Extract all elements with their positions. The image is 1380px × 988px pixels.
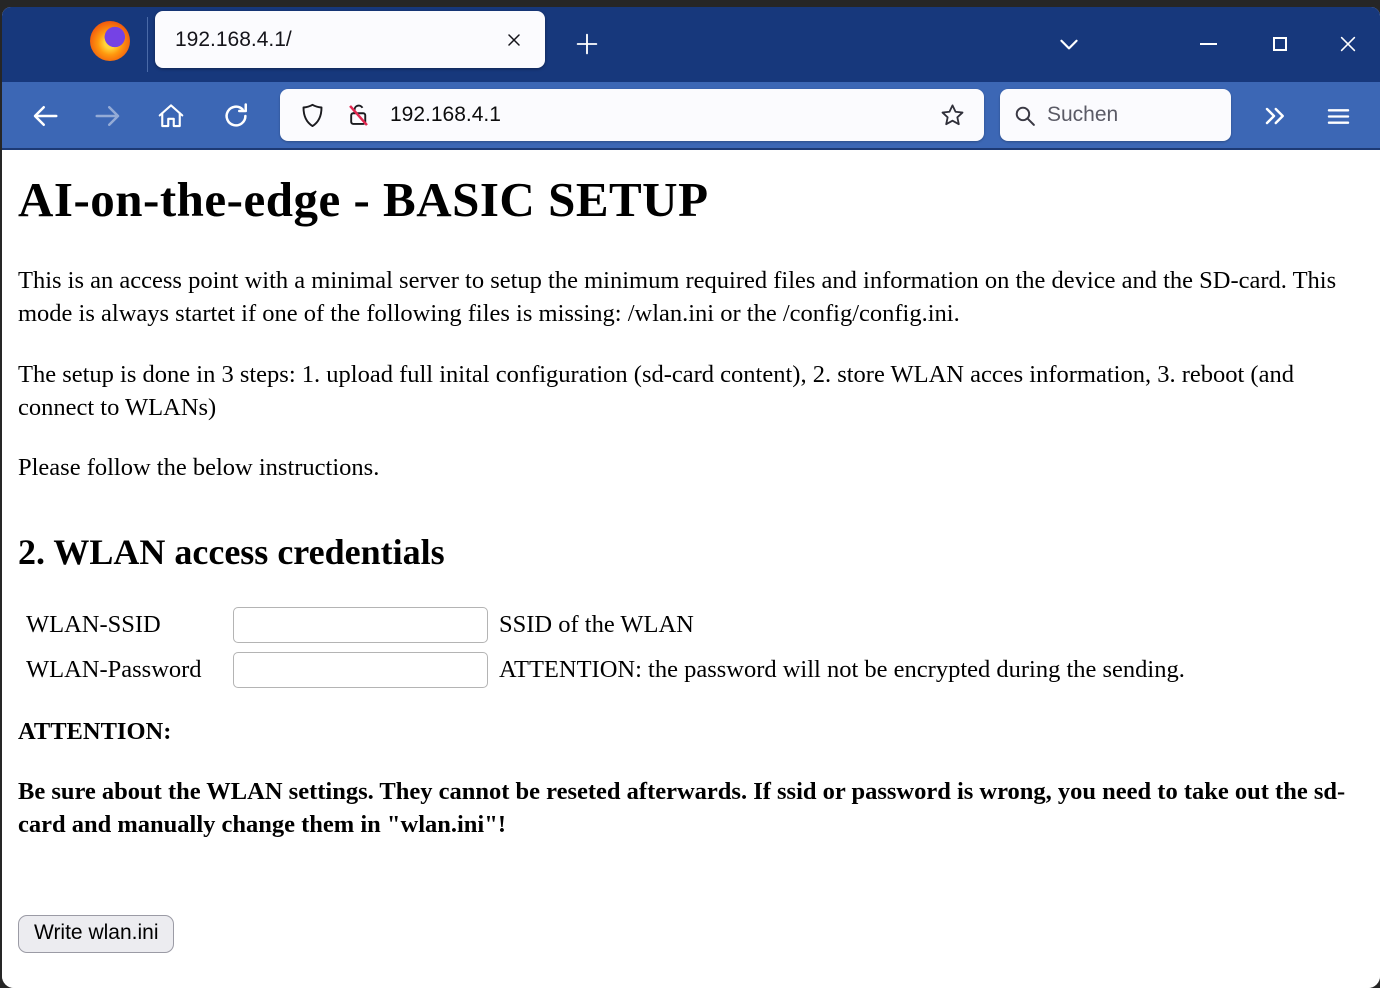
connection-security-button[interactable] [340,97,376,133]
arrow-left-icon [30,101,60,131]
close-icon [1337,33,1359,55]
close-icon [504,30,524,50]
new-tab-button[interactable] [567,24,607,64]
password-label: WLAN-Password [26,655,202,683]
window-minimize-button[interactable] [1185,21,1231,67]
tab-close-button[interactable] [497,23,531,57]
search-bar[interactable] [1000,89,1231,141]
nav-toolbar [2,82,1380,150]
ssid-label: WLAN-SSID [26,610,161,638]
credentials-heading: 2. WLAN access credentials [18,531,445,572]
url-bar[interactable] [280,89,984,141]
search-icon [1012,103,1037,128]
ssid-note: SSID of the WLAN [499,610,694,638]
write-wlan-ini-button[interactable]: Write wlan.ini [18,915,174,953]
minimize-icon [1200,43,1217,45]
plus-icon [573,30,601,58]
tab-title: 192.168.4.1/ [175,27,292,51]
tab-separator [147,17,148,72]
list-all-tabs-button[interactable] [1049,24,1089,64]
titlebar [2,7,1380,82]
overflow-menu-button[interactable] [1255,98,1293,134]
ssid-input[interactable] [233,607,488,643]
page-content [2,150,1380,988]
reload-button[interactable] [218,98,254,134]
firefox-logo-icon [90,21,130,61]
steps-paragraph: The setup is done in 3 steps: 1. upload full inital configuration (sd-card content), 2. store WLAN acces information, 3. reboot (and connect to WLANs) [18,360,1294,421]
attention-warning: Be sure about the WLAN settings. They cannot be reseted afterwards. If ssid or password is wrong, you need to take out the sd-card and manually change them in "wlan.ini"! [18,777,1346,839]
chevron-down-icon [1056,31,1082,57]
browser-tab[interactable] [155,11,545,68]
follow-paragraph: Please follow the below instructions. [18,454,380,482]
maximize-icon [1273,37,1287,51]
search-input[interactable] [1037,103,1219,127]
hamburger-icon [1325,103,1352,130]
forward-button[interactable] [90,98,126,134]
back-button[interactable] [27,98,63,134]
home-button[interactable] [153,98,189,134]
arrow-right-icon [93,101,123,131]
credentials-form [26,607,1364,688]
password-input[interactable] [233,652,488,688]
window-maximize-button[interactable] [1257,21,1303,67]
shield-icon [299,102,326,129]
tracking-protection-button[interactable] [294,97,330,133]
password-note: ATTENTION: the password will not be encrypted during the sending. [499,655,1185,683]
home-icon [156,101,186,131]
bookmark-button[interactable] [934,97,970,133]
window-close-button[interactable] [1325,21,1371,67]
intro-paragraph: This is an access point with a minimal server to setup the minimum required files and information on the device and the SD-card. This mode is always startet if one of the following files is missing: /wlan.ini or the /config/config.ini. [18,267,1337,328]
star-icon [939,102,966,129]
attention-heading: ATTENTION: [18,717,172,745]
reload-icon [221,101,251,131]
double-chevron-right-icon [1260,102,1288,130]
browser-window [2,7,1380,988]
page-title: AI-on-the-edge - BASIC SETUP [18,172,709,227]
insecure-lock-icon [345,102,372,129]
app-menu-button[interactable] [1319,98,1357,134]
url-input[interactable] [376,103,934,127]
